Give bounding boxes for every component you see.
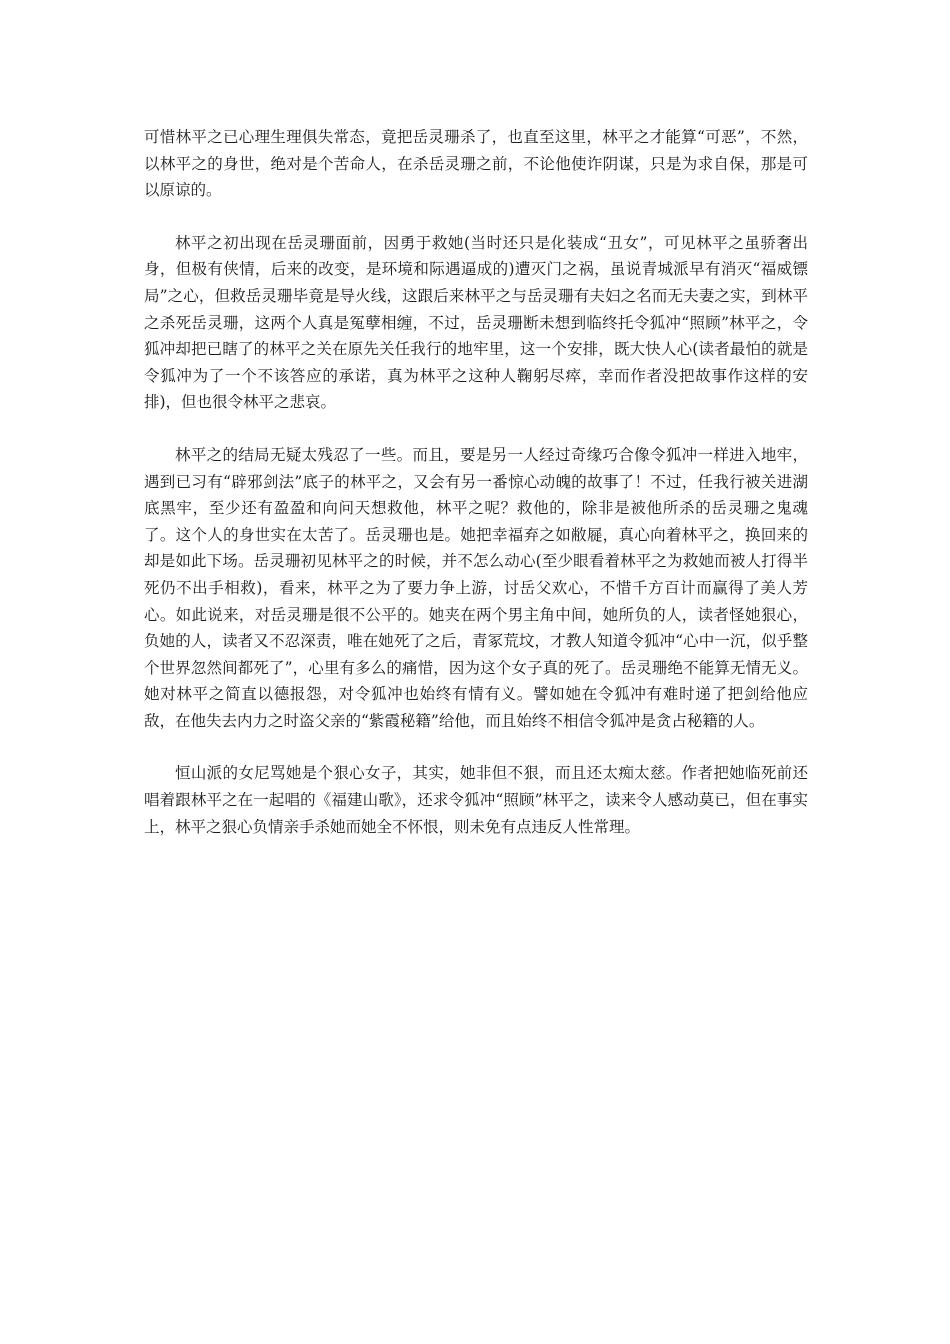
paragraph-3: 林平之的结局无疑太残忍了一些。而且，要是另一人经过奇缘巧合像令狐冲一样进入地牢，遇到已习有“辟邪剑法”底子的林平之，又会有另一番惊心动魄的故事了！不过，任我行被关进湖底黑牢，至少还有盈盈和向问天想救他，林平之呢？救他的，除非是被他所杀的岳灵珊之鬼魂了。这个人的身世实在太苦了。岳灵珊也是。她把幸福弃之如敝屣，真心向着林平之，换回来的却是如此下场。岳灵珊初见林平之的时候，并不怎么动心(至少眼看着林平之为救她而被人打得半死仍不出手相救)，看来，林平之为了要力争上游，讨岳父欢心，不惜千方百计而赢得了美人芳心。如此说来，对岳灵珊是很不公平的。她夹在两个男主角中间，她所负的人，读者怪她狠心，负她的人，读者又不忍深责，唯在她死了之后，青冢荒坟，才教人知道令狐冲“心中一沉，似乎整个世界忽然间都死了”，心里有多么的痛惜，因为这个女子真的死了。岳灵珊绝不能算无情无义。她对林平之简直以德报怨，对令狐冲也始终有情有义。譬如她在令狐冲有难时递了把剑给他应敌，在他失去内力之时盗父亲的“紫霞秘籍”给他，而且始终不相信令狐冲是贪占秘籍的人。 bbox=[144, 445, 808, 730]
paragraph-1: 可惜林平之已心理生理俱失常态，竟把岳灵珊杀了，也直至这里，林平之才能算“可恶”，不然，以林平之的身世，绝对是个苦命人，在杀岳灵珊之前，不论他使诈阴谋，只是为求自保，那是可以原谅的。 bbox=[144, 128, 808, 200]
paragraph-2: 林平之初出现在岳灵珊面前，因勇于救她(当时还只是化装成“丑女”，可见林平之虽骄奢出身，但极有侠情，后来的改变，是环境和际遇逼成的)遭灭门之祸，虽说青城派早有消灭“福威镖局”之心，但救岳灵珊毕竟是导火线，这跟后来林平之与岳灵珊有夫妇之名而无夫妻之实，到林平之杀死岳灵珊，这两个人真是冤孽相缠，不过，岳灵珊断未想到临终托令狐冲“照顾”林平之，令狐冲却把已瞎了的林平之关在原先关任我行的地牢里，这一个安排，既大快人心(读者最怕的就是令狐冲为了一个不该答应的承诺，真为林平之这种人鞠躬尽瘁，幸而作者没把故事作这样的安排)，但也很令林平之悲哀。 bbox=[144, 233, 808, 412]
paragraph-4: 恒山派的女尼骂她是个狠心女子，其实，她非但不狠，而且还太痴太慈。作者把她临死前还唱着跟林平之在一起唱的《福建山歌》，还求令狐冲“照顾”林平之，读来令人感动莫已，但在事实上，林平之狠心负情亲手杀她而她全不怀恨，则未免有点违反人性常理。 bbox=[144, 764, 808, 836]
document-body bbox=[144, 124, 808, 840]
